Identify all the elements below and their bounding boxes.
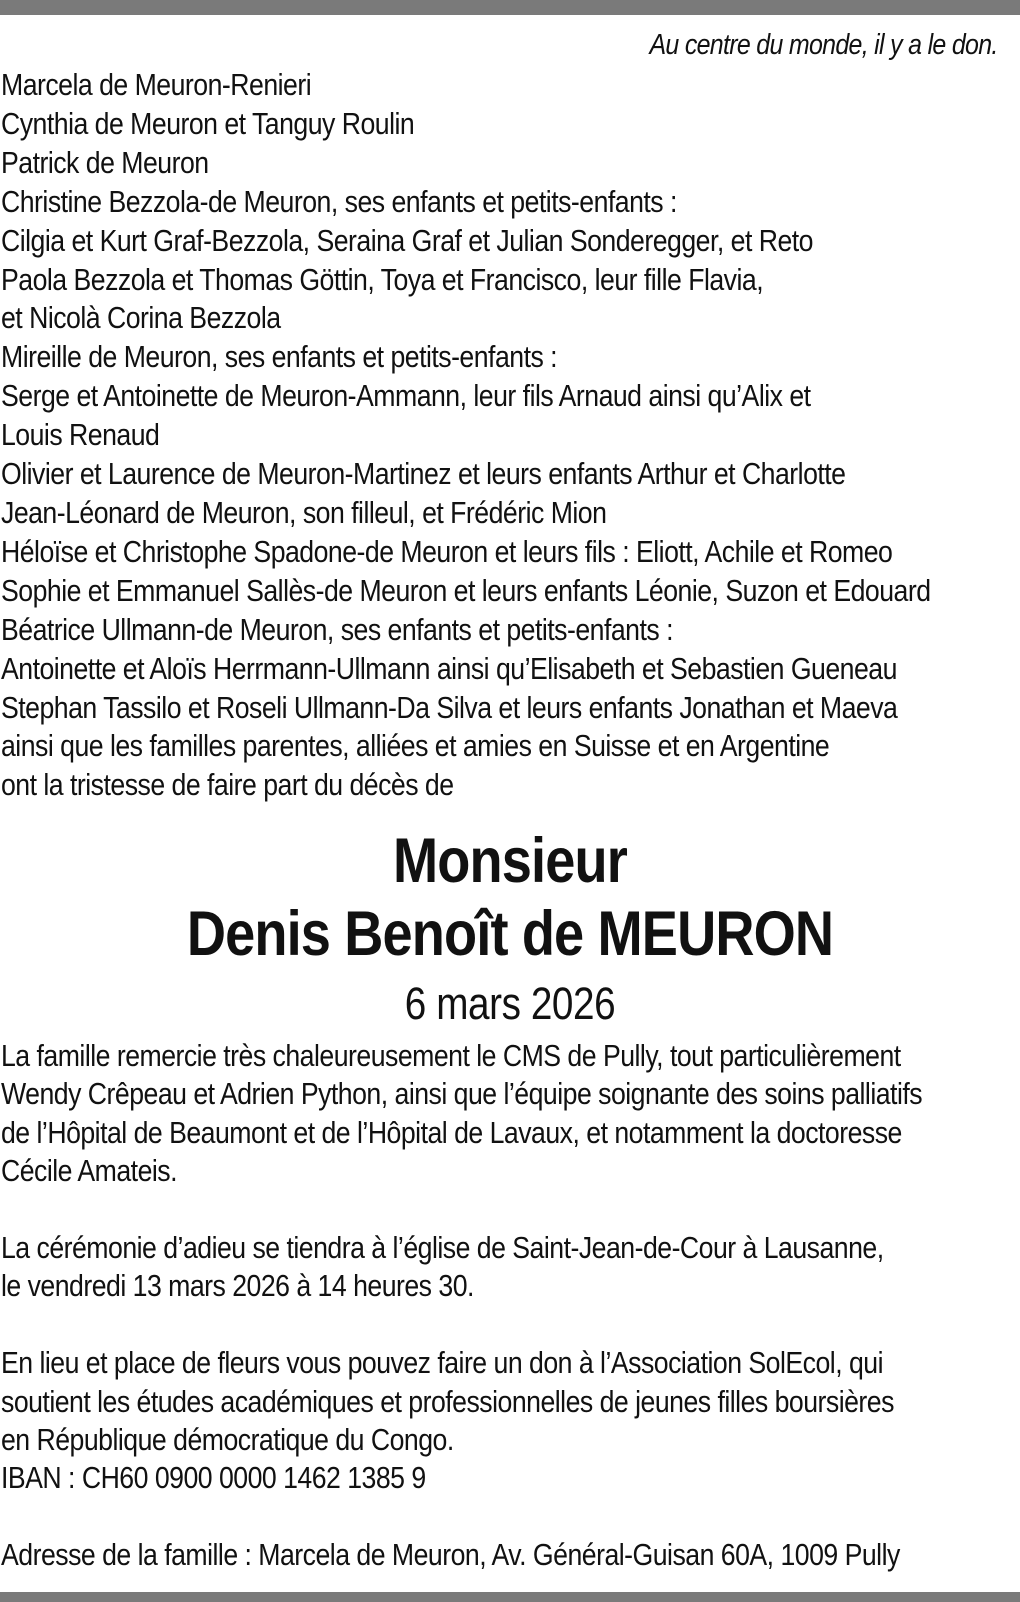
family-line: Christine Bezzola-de Meuron, ses enfants et petits-enfants : bbox=[1, 183, 677, 219]
family-line: Louis Renaud bbox=[1, 417, 160, 453]
paragraph-line: Wendy Crêpeau et Adrien Python, ainsi que l’équipe soignante des soins palliatifs bbox=[1, 1076, 923, 1112]
paragraph-spacer bbox=[0, 1190, 1020, 1229]
family-line: Olivier et Laurence de Meuron-Martinez et leurs enfants Arthur et Charlotte bbox=[1, 456, 846, 492]
obituary-notice bbox=[0, 24, 1020, 1574]
paragraph-line: En lieu et place de fleurs vous pouvez faire un don à l’Association SolEcol, qui bbox=[1, 1345, 884, 1381]
deceased-name: Denis Benoît de MEURON bbox=[186, 899, 834, 970]
family-line: Béatrice Ullmann-de Meuron, ses enfants et petits-enfants : bbox=[1, 611, 673, 647]
honorific: Monsieur bbox=[393, 826, 627, 897]
death-date: 6 mars 2026 bbox=[404, 978, 616, 1030]
address-paragraph bbox=[0, 1536, 1020, 1574]
iban-line: IBAN : CH60 0900 0000 1462 1385 9 bbox=[1, 1460, 426, 1496]
paragraph-line: La cérémonie d’adieu se tiendra à l’église de Saint-Jean-de-Cour à Lausanne, bbox=[1, 1230, 884, 1266]
paragraph-line: de l’Hôpital de Beaumont et de l’Hôpital de Lavaux, et notamment la doctoresse bbox=[1, 1114, 902, 1150]
family-line: Jean-Léonard de Meuron, son filleul, et Frédéric Mion bbox=[1, 494, 607, 530]
thanks-paragraph bbox=[0, 1037, 1020, 1190]
paragraph-spacer bbox=[0, 1497, 1020, 1536]
family-line: Paola Bezzola et Thomas Göttin, Toya et Francisco, leur fille Flavia, bbox=[1, 261, 764, 297]
paragraph-line: le vendredi 13 mars 2026 à 14 heures 30. bbox=[1, 1268, 474, 1304]
family-line: Marcela de Meuron-Renieri bbox=[1, 67, 312, 102]
paragraph-line: Cécile Amateis. bbox=[1, 1152, 177, 1188]
family-address: Adresse de la famille : Marcela de Meuron, Av. Général-Guisan 60A, 1009 Pully bbox=[1, 1537, 900, 1573]
top-border-rule bbox=[0, 0, 1020, 15]
paragraph-spacer bbox=[0, 1305, 1020, 1344]
deceased-heading bbox=[0, 825, 1020, 1035]
family-line: et Nicolà Corina Bezzola bbox=[1, 300, 281, 336]
family-line: Serge et Antoinette de Meuron-Ammann, leur fils Arnaud ainsi qu’Alix et bbox=[1, 378, 811, 414]
family-line: ainsi que les familles parentes, alliées et amies en Suisse et en Argentine bbox=[1, 728, 830, 764]
family-line: Patrick de Meuron bbox=[1, 144, 209, 180]
family-line: Sophie et Emmanuel Sallès-de Meuron et leurs enfants Léonie, Suzon et Edouard bbox=[1, 572, 931, 608]
family-line: Cynthia de Meuron et Tanguy Roulin bbox=[1, 105, 415, 141]
paragraph-line: La famille remercie très chaleureusement le CMS de Pully, tout particulièrement bbox=[1, 1038, 901, 1074]
paragraph-line: soutient les études académiques et professionnelles de jeunes filles boursières bbox=[1, 1383, 894, 1419]
ceremony-paragraph bbox=[0, 1229, 1020, 1305]
family-line: Antoinette et Aloïs Herrmann-Ullmann ainsi qu’Elisabeth et Sebastien Gueneau bbox=[1, 650, 897, 686]
bottom-border-rule bbox=[0, 1592, 1020, 1602]
family-line: Cilgia et Kurt Graf-Bezzola, Seraina Graf et Julian Sonderegger, et Reto bbox=[1, 222, 813, 258]
family-line: Mireille de Meuron, ses enfants et petits-enfants : bbox=[1, 339, 558, 375]
motto-quote: Au centre du monde, il y a le don. bbox=[649, 29, 998, 61]
family-line: ont la tristesse de faire part du décès de bbox=[1, 767, 454, 803]
family-list bbox=[0, 66, 1020, 805]
family-line: Héloïse et Christophe Spadone-de Meuron et leurs fils : Eliott, Achile et Romeo bbox=[1, 533, 893, 569]
family-line: Stephan Tassilo et Roseli Ullmann-Da Silva et leurs enfants Jonathan et Maeva bbox=[1, 689, 898, 725]
paragraph-line: en République démocratique du Congo. bbox=[1, 1421, 454, 1457]
donation-paragraph bbox=[0, 1344, 1020, 1497]
